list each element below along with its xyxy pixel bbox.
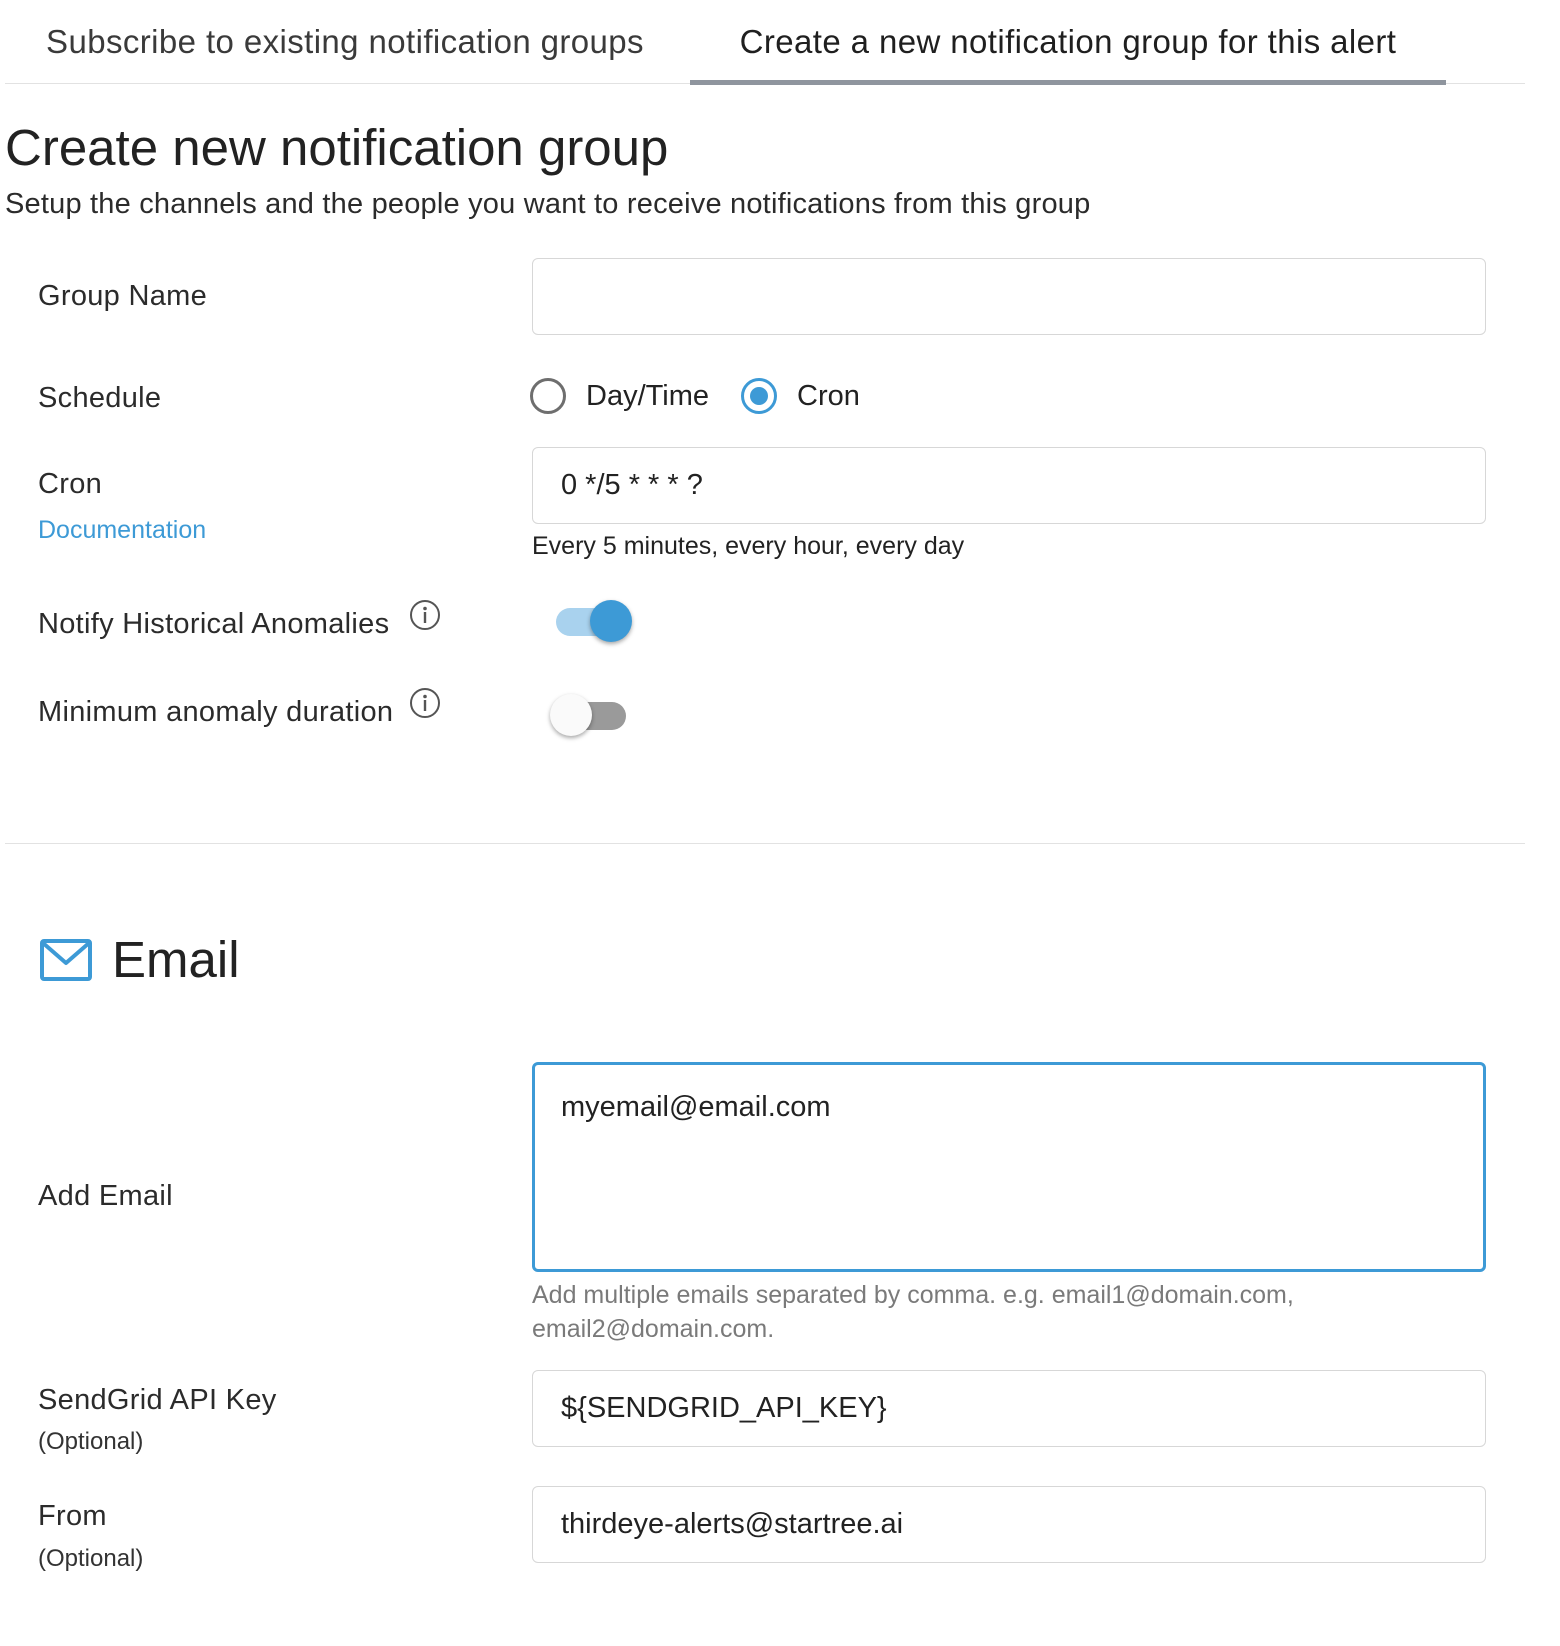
min-duration-toggle[interactable] — [550, 690, 634, 738]
cron-label: Cron — [38, 468, 103, 500]
from-optional-label: (Optional) — [38, 1545, 144, 1572]
cron-documentation-link[interactable]: Documentation — [38, 516, 207, 544]
group-name-label: Group Name — [38, 280, 208, 312]
radio-daytime-label: Day/Time — [586, 379, 709, 412]
add-email-textarea[interactable] — [532, 1062, 1486, 1272]
sendgrid-optional-label: (Optional) — [38, 1428, 144, 1455]
add-email-label: Add Email — [38, 1180, 173, 1212]
schedule-radio-cron[interactable] — [741, 378, 860, 414]
tab-create-new[interactable]: Create a new notification group for this alert — [690, 0, 1446, 84]
notify-historical-label: Notify Historical Anomalies — [38, 608, 390, 640]
tab-subscribe-existing[interactable]: Subscribe to existing notification groups — [46, 23, 644, 60]
section-divider — [5, 843, 1525, 844]
cron-helper-text: Every 5 minutes, every hour, every day — [532, 532, 965, 560]
schedule-radio-group — [530, 374, 860, 418]
notify-historical-toggle[interactable] — [550, 596, 634, 644]
add-email-helper-text: Add multiple emails separated by comma. e.g. email1@domain.com, email2@domain.com. — [532, 1281, 1294, 1343]
from-label: From — [38, 1500, 107, 1532]
tab-bar — [5, 0, 1525, 84]
radio-unchecked-icon — [530, 378, 566, 414]
sendgrid-api-key-input[interactable] — [532, 1370, 1486, 1447]
schedule-radio-daytime[interactable] — [530, 378, 709, 414]
radio-checked-icon — [741, 378, 777, 414]
schedule-label: Schedule — [38, 382, 162, 414]
sendgrid-label: SendGrid API Key — [38, 1384, 277, 1416]
page-subtitle: Setup the channels and the people you want to receive notifications from this group — [5, 188, 1091, 220]
info-icon[interactable] — [409, 687, 441, 719]
page-title: Create new notification group — [5, 119, 669, 176]
group-name-input[interactable] — [532, 258, 1486, 335]
email-section-title: Email — [112, 931, 240, 988]
mail-icon — [40, 939, 92, 981]
toggle-thumb — [550, 694, 592, 736]
radio-cron-label: Cron — [797, 379, 860, 412]
min-duration-label: Minimum anomaly duration — [38, 696, 394, 728]
info-icon[interactable] — [409, 599, 441, 631]
email-section-header — [40, 930, 240, 989]
from-input[interactable] — [532, 1486, 1486, 1563]
toggle-thumb — [590, 600, 632, 642]
cron-input[interactable] — [532, 447, 1486, 524]
